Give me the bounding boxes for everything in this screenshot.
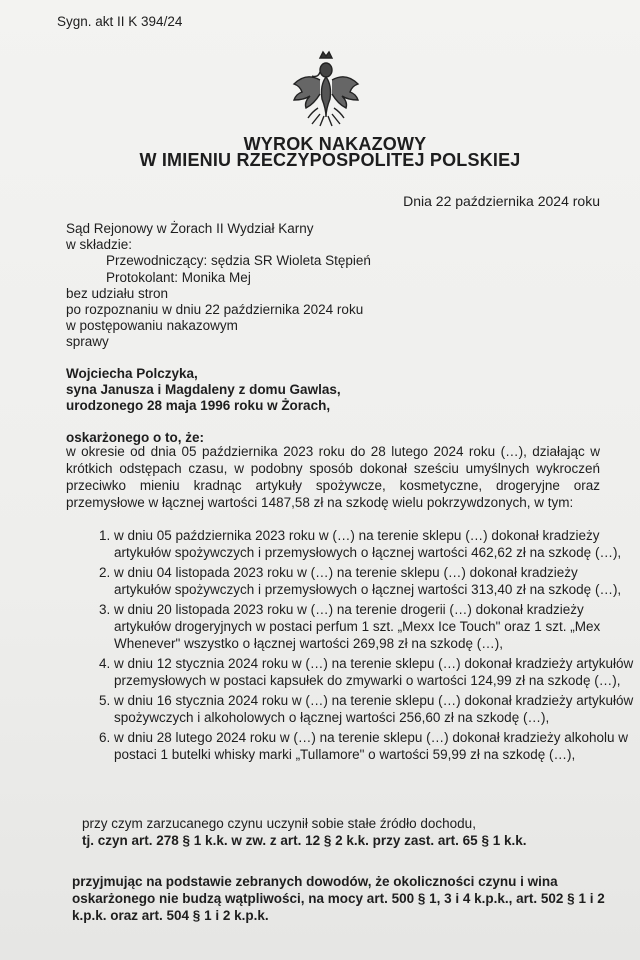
defendant-parents: syna Janusza i Magdaleny z domu Gawlas, (66, 382, 341, 397)
income-source-text: przy czym zarzucanego czynu uczynił sobie stałe źródło dochodu, (82, 816, 476, 831)
charge-description: w okresie od dnia 05 października 2023 roku do 28 lutego 2024 roku (…), działając w krótkich odstępach czasu, w podobny sposób dokonał sześciu umyślnych wykroczeń przeciwko mieniu kradnąc artykuły spożywcze, kosmetyczne, drogeryjne oraz przemysłowe w łącznej wartości 1487,58 zł na szkodę wielu pokrzywdzonych, w tym: (66, 444, 600, 510)
verdict-title: WYROK NAKAZOWY (243, 134, 427, 154)
accused-label: oskarżonego o to, że: (66, 430, 205, 445)
verdict-subtitle: W IMIENIU RZECZYPOSPOLITEJ POLSKIEJ (139, 150, 521, 170)
parties-presence: bez udziału stron (66, 286, 169, 301)
court-name: Sąd Rejonowy w Żorach II Wydział Karny (66, 221, 314, 236)
legal-basis: tj. czyn art. 278 § 1 k.k. w zw. z art. 12 § 2 k.k. przy zast. art. 65 § 1 k.k. (82, 833, 527, 848)
presiding-judge: Przewodniczący: sędzia SR Wioleta Stępień (106, 253, 371, 268)
procedure-type: w postępowaniu nakazowym (66, 318, 238, 333)
list-item: 5. w dniu 16 stycznia 2024 roku w (…) na terenie sklepu (…) dokonał kradzieży artykułów spożywczych i alkoholowych o łącznej wartości 256,60 zł na szkodę (…), (114, 692, 634, 726)
list-item: 2. w dniu 04 listopada 2023 roku w (…) na terenie sklepu (…) dokonał kradzieży artykułów spożywczych i przemysłowych o łącznej wartości 313,40 zł na szkodę (…), (114, 564, 634, 598)
composition-label: w składzie: (66, 237, 133, 252)
case-signature: Sygn. akt II K 394/24 (57, 14, 183, 29)
charge-summary (82, 815, 602, 849)
case-label: sprawy (66, 334, 109, 349)
list-item: 1. w dniu 05 października 2023 roku w (…) na terenie sklepu (…) dokonał kradzieży artykułów spożywczych i przemysłowych o łącznej wartości 462,62 zł na szkodę (…), (114, 527, 634, 561)
offense-list (90, 527, 634, 766)
court-clerk: Protokolant: Monika Mej (106, 270, 251, 285)
polish-eagle-emblem-icon (290, 50, 362, 130)
defendant-name: Wojciecha Polczyka, (66, 366, 198, 381)
defendant-birth: urodzonego 28 maja 1996 roku w Żorach, (66, 398, 331, 413)
list-item: 6. w dniu 28 lutego 2024 roku w (…) na terenie sklepu (…) dokonał kradzieży alkoholu w postaci 1 butelki whisky marki „Tullamore" o wartości 59,99 zł na szkodę (…), (114, 729, 634, 763)
verdict-date: Dnia 22 października 2024 roku (403, 193, 600, 209)
list-item: 4. w dniu 12 stycznia 2024 roku w (…) na terenie sklepu (…) dokonał kradzieży artykułów przemysłowych w postaci kapsułek do zmywarki o wartości 124,99 zł na szkodę (…), (114, 655, 634, 689)
final-paragraph: przyjmując na podstawie zebranych dowodów, że okoliczności czynu i wina oskarżonego nie budzą wątpliwości, na mocy art. 500 § 1, 3 i 4 k.p.k., art. 502 § 1 i 2 k.p.k. oraz art. 504 § 1 i 2 k.p.k. (72, 874, 605, 923)
list-item: 3. w dniu 20 listopada 2023 roku w (…) na terenie drogerii (…) dokonał kradzieży artykułów drogeryjnych w postaci perfum 1 szt. „Mexx Ice Touch" oraz 1 szt. „Mex Whenever" wszystko o łącznej wartości 269,98 zł na szkodę (…), (114, 601, 634, 652)
consideration-date: po rozpoznaniu w dniu 22 października 2024 roku (66, 302, 364, 317)
